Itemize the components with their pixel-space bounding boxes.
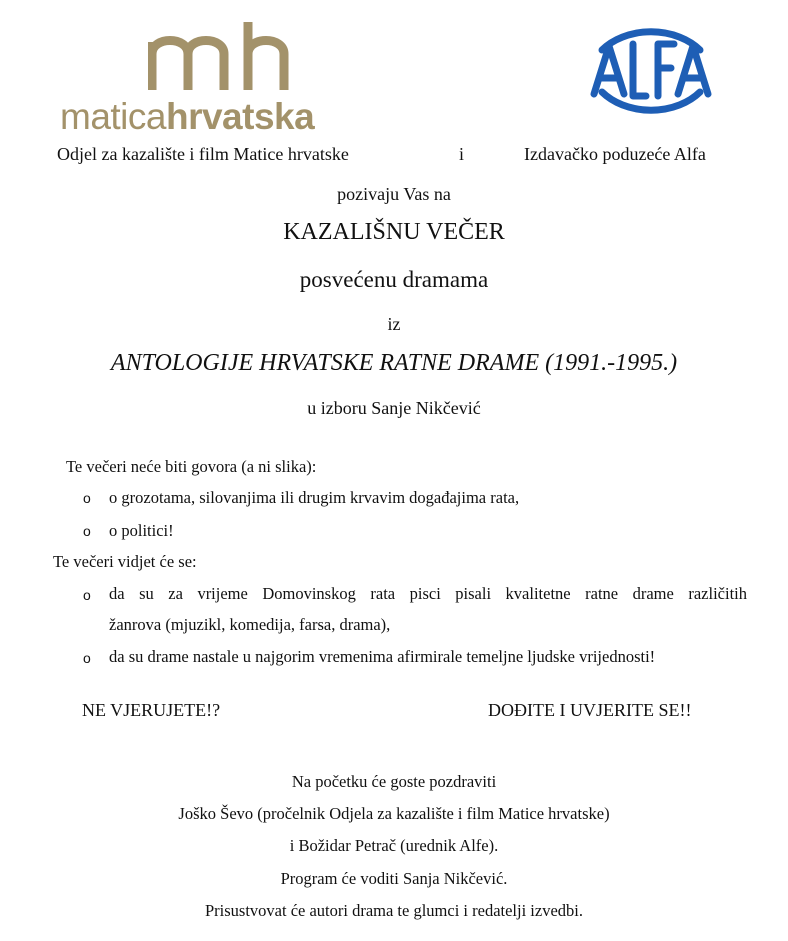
cta-right: DOĐITE I UVJERITE SE!! <box>488 700 692 720</box>
closing-line: Na početku će goste pozdraviti <box>291 772 497 791</box>
closing-line: Joško Ševo (pročelnik Odjela za kazalište i film Matice hrvatske) <box>178 804 610 823</box>
selection-text: u izboru Sanje Nikčević <box>307 398 481 418</box>
from-text: iz <box>387 314 401 334</box>
list-bullet: o <box>83 650 91 666</box>
invite-text: pozivaju Vas na <box>337 184 451 204</box>
list-item: o politici! <box>109 521 174 540</box>
list-item-continuation: žanrova (mjuzikl, komedija, farsa, drama), <box>109 615 391 634</box>
left-organization: Odjel za kazalište i film Matice hrvatske <box>57 144 349 164</box>
event-title: KAZALIŠNU VEČER <box>283 219 505 245</box>
dedication-text: posvećenu dramama <box>299 267 489 292</box>
list-item: da su za vrijeme Domovinskog rata pisci pisali kvalitetne ratne drame različitih <box>109 584 747 603</box>
matica-hrvatska-logo <box>60 22 340 137</box>
list-bullet: o <box>83 523 91 539</box>
cta-left: NE VJERUJETE!? <box>82 700 221 720</box>
conjunction: i <box>459 144 465 164</box>
matica-wordmark <box>60 96 314 138</box>
list-bullet: o <box>83 587 91 603</box>
list-bullet: o <box>83 490 91 506</box>
closing-line: Program će voditi Sanja Nikčević. <box>280 869 508 888</box>
closing-line: Prisustvovat će autori drama te glumci i redatelji izvedbi. <box>204 901 583 920</box>
mh-monogram-icon <box>148 22 318 90</box>
right-organization: Izdavačko poduzeće Alfa <box>524 144 706 164</box>
list-item: da su drame nastale u najgorim vremenima afirmirale temeljne ljudske vrijednosti! <box>109 647 656 666</box>
matica-word-light: matica <box>60 96 166 137</box>
see-list-intro: Te večeri vidjet će se: <box>53 552 197 571</box>
list-item: o grozotama, silovanjima ili drugim krvavim događajima rata, <box>109 488 520 507</box>
not-list-intro: Te večeri neće biti govora (a ni slika): <box>66 457 317 476</box>
anthology-title: ANTOLOGIJE HRVATSKE RATNE DRAME (1991.-1995.) <box>110 350 678 376</box>
closing-line: i Božidar Petrač (urednik Alfe). <box>289 836 499 855</box>
alfa-logo <box>582 20 720 122</box>
matica-word-bold: hrvatska <box>165 96 315 137</box>
